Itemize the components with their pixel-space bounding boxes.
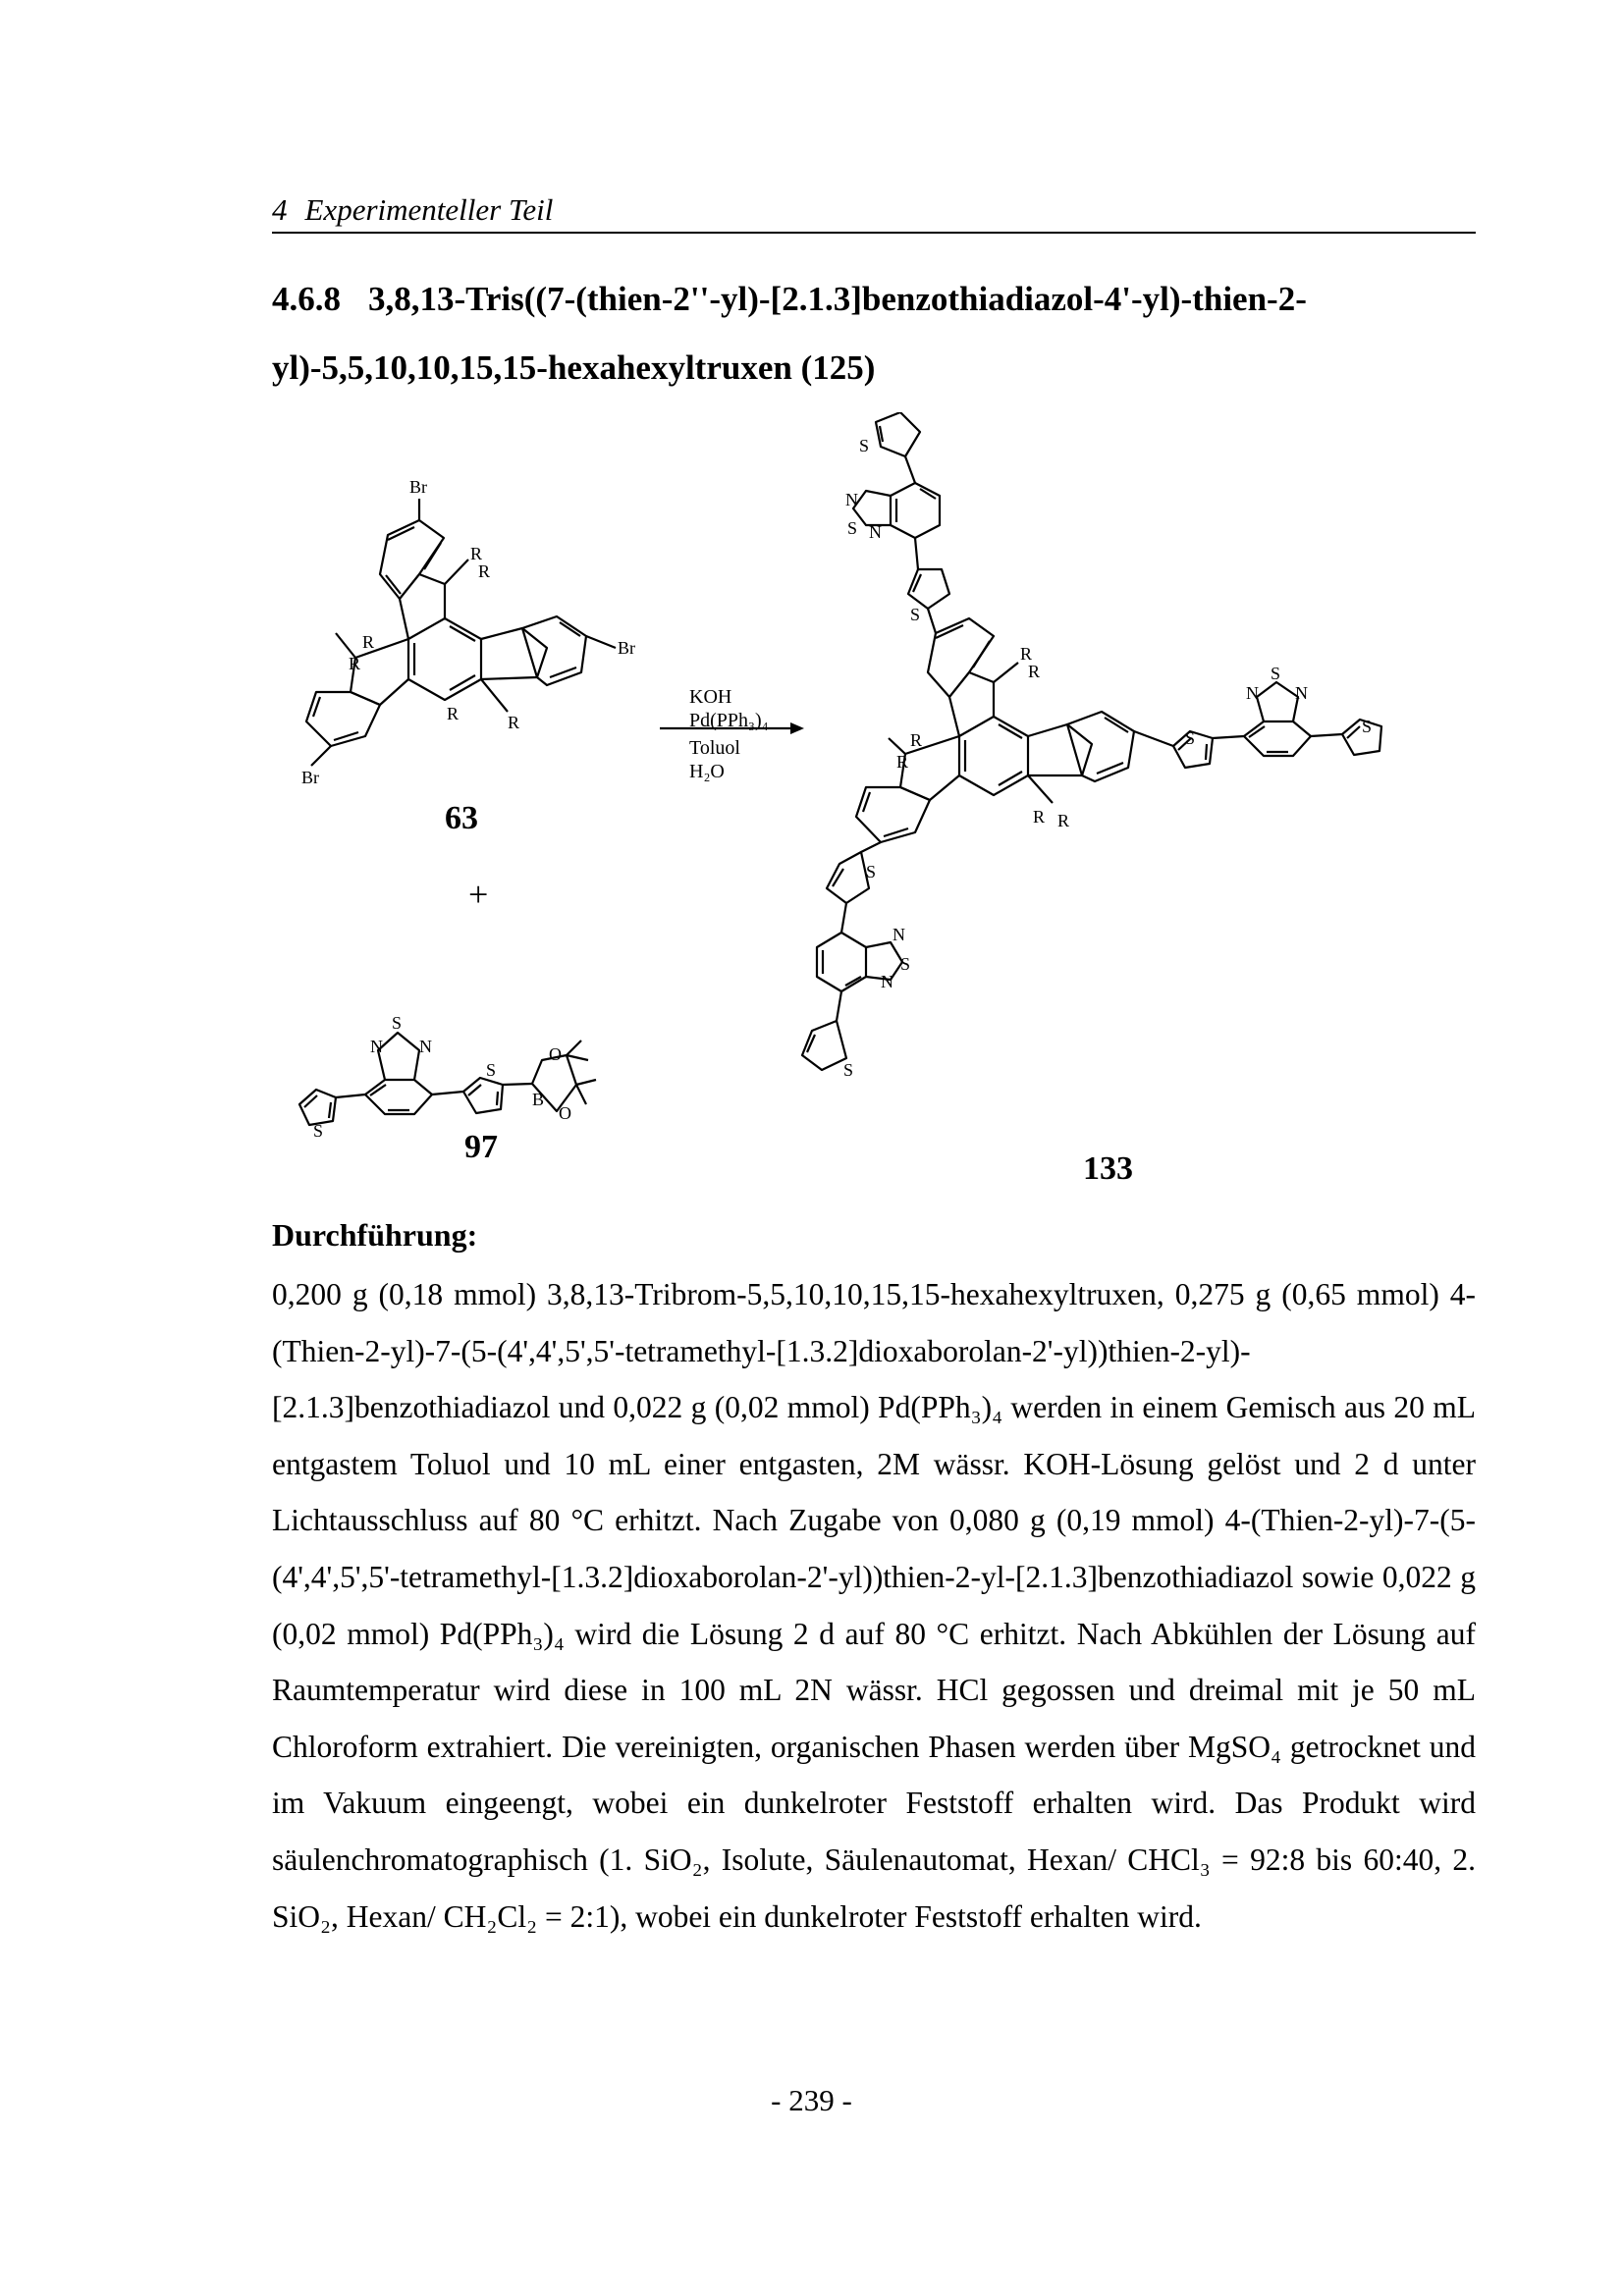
section-title xyxy=(272,265,1476,402)
atom-label: Br xyxy=(409,477,427,497)
reagent-base: KOH xyxy=(689,686,732,708)
atom-label: N xyxy=(845,490,858,509)
atom-label: N xyxy=(370,1037,383,1056)
atom-label: R xyxy=(1033,807,1046,827)
atom-label: S xyxy=(1362,717,1373,736)
page-number: - 239 - xyxy=(771,2083,852,2117)
atom-label: R xyxy=(470,544,483,563)
atom-label: S xyxy=(910,605,921,624)
atom-label: N xyxy=(881,972,893,991)
reagents-above-arrow xyxy=(689,685,769,732)
atom-label: S xyxy=(392,1013,403,1033)
procedure-heading: Durchführung: xyxy=(272,1217,478,1253)
atom-label: R xyxy=(447,704,460,723)
atom-label: S xyxy=(1271,664,1281,683)
atom-label: Br xyxy=(618,638,635,658)
atom-label: S xyxy=(313,1121,324,1141)
reaction-scheme xyxy=(272,412,1476,1198)
atom-label: B xyxy=(532,1090,545,1109)
reaction-arrowhead xyxy=(790,722,804,734)
reagents-below-arrow xyxy=(689,736,740,783)
compound-label-63: 63 xyxy=(445,800,478,836)
atom-label: R xyxy=(478,561,491,581)
atom-label: R xyxy=(349,654,361,673)
atom-label: S xyxy=(900,954,911,974)
atom-label: R xyxy=(896,752,909,772)
atom-label: S xyxy=(859,436,870,455)
atom-label: Br xyxy=(301,768,319,787)
atom-label: R xyxy=(362,632,375,652)
atom-label: N xyxy=(1295,683,1308,703)
running-header xyxy=(272,192,1476,234)
compound-label-97: 97 xyxy=(464,1129,498,1165)
atom-label: S xyxy=(486,1060,497,1080)
atom-label: R xyxy=(508,713,520,732)
reagent-catalyst: Pd(PPh₃)₄ xyxy=(689,710,769,731)
atom-label: R xyxy=(1020,644,1033,664)
section-title-text: 3,8,13-Tris((7-(thien-2''-yl)-[2.1.3]benzothiadiazol-4'-yl)-thien-2-yl)-5,5,10,10,15,15-hexahexyltruxen (125) xyxy=(272,280,1307,387)
atom-label: S xyxy=(847,518,858,538)
atom-label: N xyxy=(419,1037,432,1056)
atom-label: S xyxy=(866,862,877,881)
atom-label: N xyxy=(893,925,905,944)
chapter-title: Experimenteller Teil xyxy=(304,192,554,227)
reagent-solvent-2: H₂O xyxy=(689,761,725,782)
reagent-solvent-1: Toluol xyxy=(689,737,740,759)
chapter-number: 4 xyxy=(272,192,288,227)
atom-label: O xyxy=(549,1044,562,1064)
atom-label: O xyxy=(559,1103,571,1123)
procedure-paragraph: 0,200 g (0,18 mmol) 3,8,13-Tribrom-5,5,10,10,15,15-hexahexyltruxen, 0,275 g (0,65 mmol) 4-(Thien-2-yl)-7-(5-(4',4',5',5'-tetramethyl-[1.3.2]dioxaborolan-2'-yl))thien-2-yl)-[2.1.3]benzothiadiazol und 0,022 g (0,02 mmol) Pd(PPh₃)₄ werden in einem Gemisch aus 20 mL entgastem Toluol und 10 mL einer entgasten, 2M wässr. KOH-Lösung gelöst und 2 d unter Lichtausschluss auf 80 °C erhitzt. Nach Zugabe von 0,080 g (0,19 mmol) 4-(Thien-2-yl)-7-(5-(4',4',5',5'-tetramethyl-[1.3.2]dioxaborolan-2'-yl))thien-2-yl-[2.1.3]benzothiadiazol sowie 0,022 g (0,02 mmol) Pd(PPh₃)₄ wird die Lösung 2 d auf 80 °C erhitzt. Nach Abkühlen der Lösung auf Raumtemperatur wird diese in 100 mL 2N wässr. HCl gegossen und dreimal mit je 50 mL Chloroform extrahiert. Die vereinigten, organischen Phasen werden über MgSO₄ getrocknet und im Vakuum eingeengt, wobei ein dunkelroter Feststoff erhalten wird. Das Produkt wird säulenchromatographisch (1. SiO₂, Isolute, Säulenautomat, Hexan/ CHCl₃ = 92:8 bis 60:40, 2. SiO₂, Hexan/ CH₂Cl₂ = 2:1), wobei ein dunkelroter Feststoff erhalten wird. xyxy=(272,1277,1476,1934)
atom-label: R xyxy=(1028,662,1041,681)
atom-label: S xyxy=(1185,728,1196,748)
compound-label-133: 133 xyxy=(1083,1150,1133,1187)
reactant-63-structure xyxy=(306,499,616,766)
atom-label: R xyxy=(1057,811,1070,830)
section-number: 4.6.8 xyxy=(272,280,341,318)
atom-label: S xyxy=(843,1060,854,1080)
atom-label: R xyxy=(910,730,923,750)
atom-label: N xyxy=(869,522,882,542)
plus-sign: + xyxy=(468,875,489,914)
atom-label: N xyxy=(1246,683,1259,703)
